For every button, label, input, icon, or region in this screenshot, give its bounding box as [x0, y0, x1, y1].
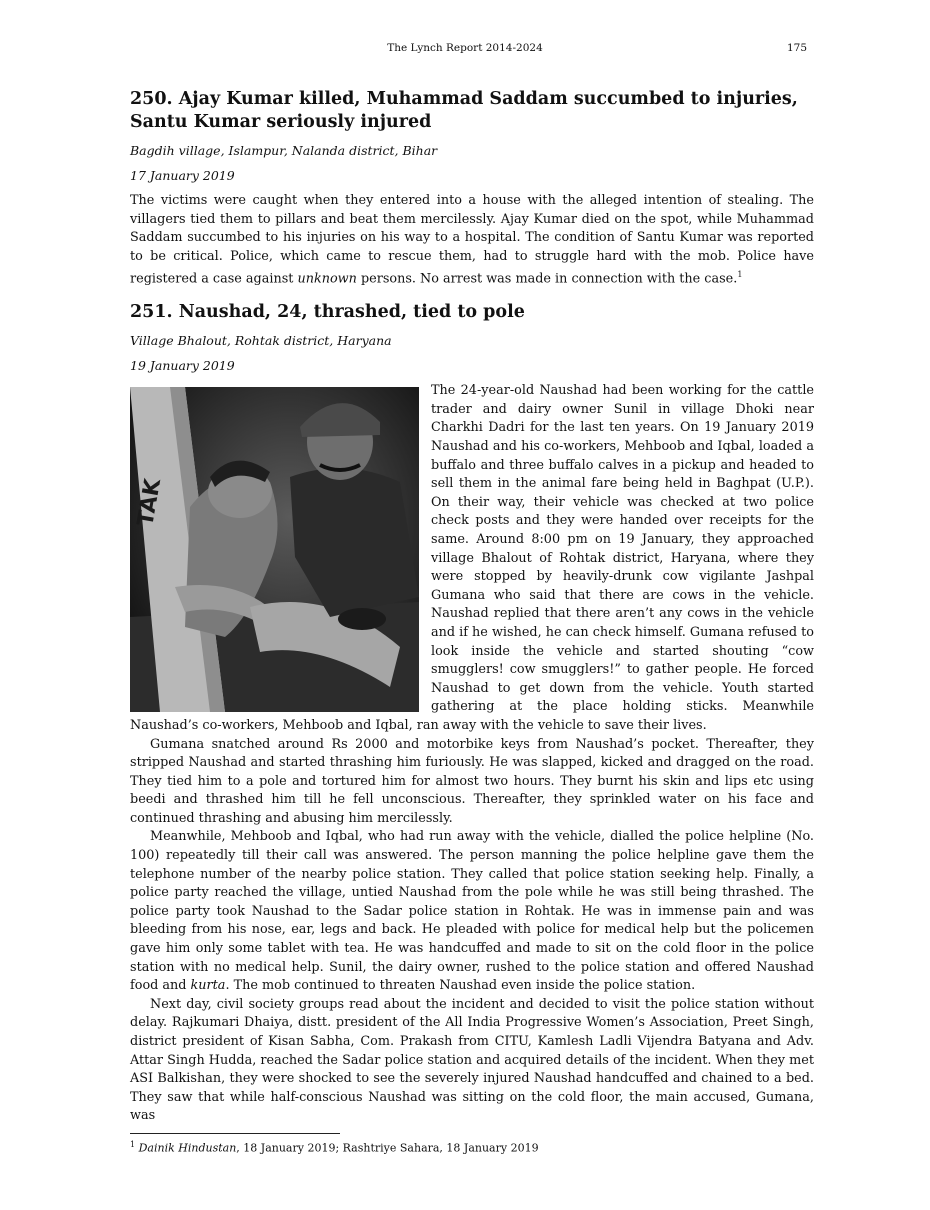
narrative-paragraph [130, 828, 814, 995]
entry-date: 19 January 2019 [130, 358, 235, 374]
body-text: persons. No arrest was made in connection with the case. [356, 271, 738, 287]
entry-title: 251. Naushad, 24, thrashed, tied to pole [130, 302, 525, 323]
pole-graffiti: TAK [133, 477, 167, 529]
narrative-paragraph: The 24-year-old Naushad had been working for the cattle trader and dairy owner Sunil in village Dhoki near Charkhi Dadri for the last ten years. On 19 January 2019 Naushad and his co-workers, Mehboob and Iqbal, loaded a buffalo and three buffalo calves in a pickup and headed to sell them in the animal fare being held in Baghpat (U.P.). On their way, their vehicle was checked at two police check posts and they were handed over receipts for the same. Around 8:00 pm on 19 January, they approached village Bhalout of Rohtak district, Haryana, where they were stopped by heavily-drunk cow vigilante Jashpal Gumana who said that there are cows in the vehicle. Naushad replied that there aren’t any cows in the vehicle and if he wished, he can check himself. Gumana refused to look inside the vehicle and started shouting “cow smugglers! cow smugglers!” to gather people. He forced Naushad to get down from the vehicle. Youth started gathering at the place holding sticks. Meanwhile Naushad’s co-workers, Mehboob and Iqbal, ran away with the vehicle to save their lives. [130, 383, 814, 733]
footnote [130, 1140, 539, 1155]
narrative-paragraph: Gumana snatched around Rs 2000 and motorbike keys from Naushad’s pocket. Thereafter, they stripped Naushad and started thrashing him furiously. He was slapped, kicked and dragged on the road. They tied him to a pole and tortured him for almost two hours. They burnt his skin and lips etc using beedi and thrashed him till he fell unconscious. Thereafter, they sprinkled water on his face and continued thrashing and abusing him mercilessly. [130, 736, 814, 826]
entry-location: Bagdih village, Islampur, Nalanda district, Bihar [130, 143, 438, 158]
footnote-ref: 1 [737, 270, 743, 280]
entry-title: 250. Ajay Kumar killed, Muhammad Saddam succumbed to injuries, Santu Kumar seriously injured [130, 89, 798, 132]
running-title: The Lynch Report 2014-2024 [387, 42, 543, 54]
narrative-paragraph: Next day, civil society groups read about the incident and decided to visit the police station without delay. Rajkumari Dhaiya, distt. president of the All India Progressive Women’s Association, Preet Singh, district president of Kisan Sabha, Com. Prakash from CITU, Kamlesh Ladli Vijendra Batyana and Adv. Attar Singh Hudda, reached the Sadar police station and acquired details of the incident. When they met ASI Balkishan, they were shocked to see the severely injured Naushad handcuffed and chained to a bed. They saw that while half-conscious Naushad was sitting on the cold floor, the main accused, Gumana, was [130, 996, 814, 1124]
footnote-divider [130, 1133, 340, 1134]
body-emphasis: kurta [190, 978, 226, 994]
photo-illustration [130, 387, 419, 712]
page-number: 175 [787, 42, 808, 54]
body-emphasis: unknown [297, 271, 357, 287]
body-text: Meanwhile, Mehboob and Iqbal, who had run away with the vehicle, dialled the police helpline (No. 100) repeatedly till their call was answered. The person manning the police helpline gave them the telephone number of the nearby police station. They called that police station seeking help. Finally, a police party reached the village, untied Naushad from the pole while he was still being thrashed. The police party took Naushad to the Sadar police station in Rohtak. He was in immense pain and was bleeding from his nose, ear, legs and back. He pleaded with police for medical help but the policemen gave him only some tablet with tea. He was handcuffed and made to sit on the cold floor in the police station with no medical help. Sunil, the dairy owner, rushed to the police station and offered Naushad food and [130, 829, 814, 994]
main-content [130, 88, 814, 1126]
entry-location: Village Bhalout, Rohtak district, Haryana [130, 333, 392, 349]
victim-photo [130, 387, 419, 712]
footnote-number: 1 [130, 1140, 136, 1149]
entry-250 [130, 88, 814, 289]
entry-body [130, 192, 814, 289]
entry-251 [130, 301, 814, 1126]
body-text: The victims were caught when they entered into a house with the alleged intention of stealing. The villagers tied them to pillars and beat them mercilessly. Ajay Kumar died on the spot, while Muhammad Saddam succumbed to his injuries on his way to a hospital. The condition of Santu Kumar was reported to be critical. Police, which came to rescue them, had to struggle hard with the mob. Police have registered a case against [130, 193, 814, 287]
footnote-source: Dainik Hindustan [138, 1141, 237, 1155]
footnote-text: , 18 January 2019; Rashtriye Sahara, 18 January 2019 [236, 1141, 539, 1155]
body-text: . The mob continued to threaten Naushad even inside the police station. [225, 978, 696, 994]
entry-date: 17 January 2019 [130, 168, 235, 183]
